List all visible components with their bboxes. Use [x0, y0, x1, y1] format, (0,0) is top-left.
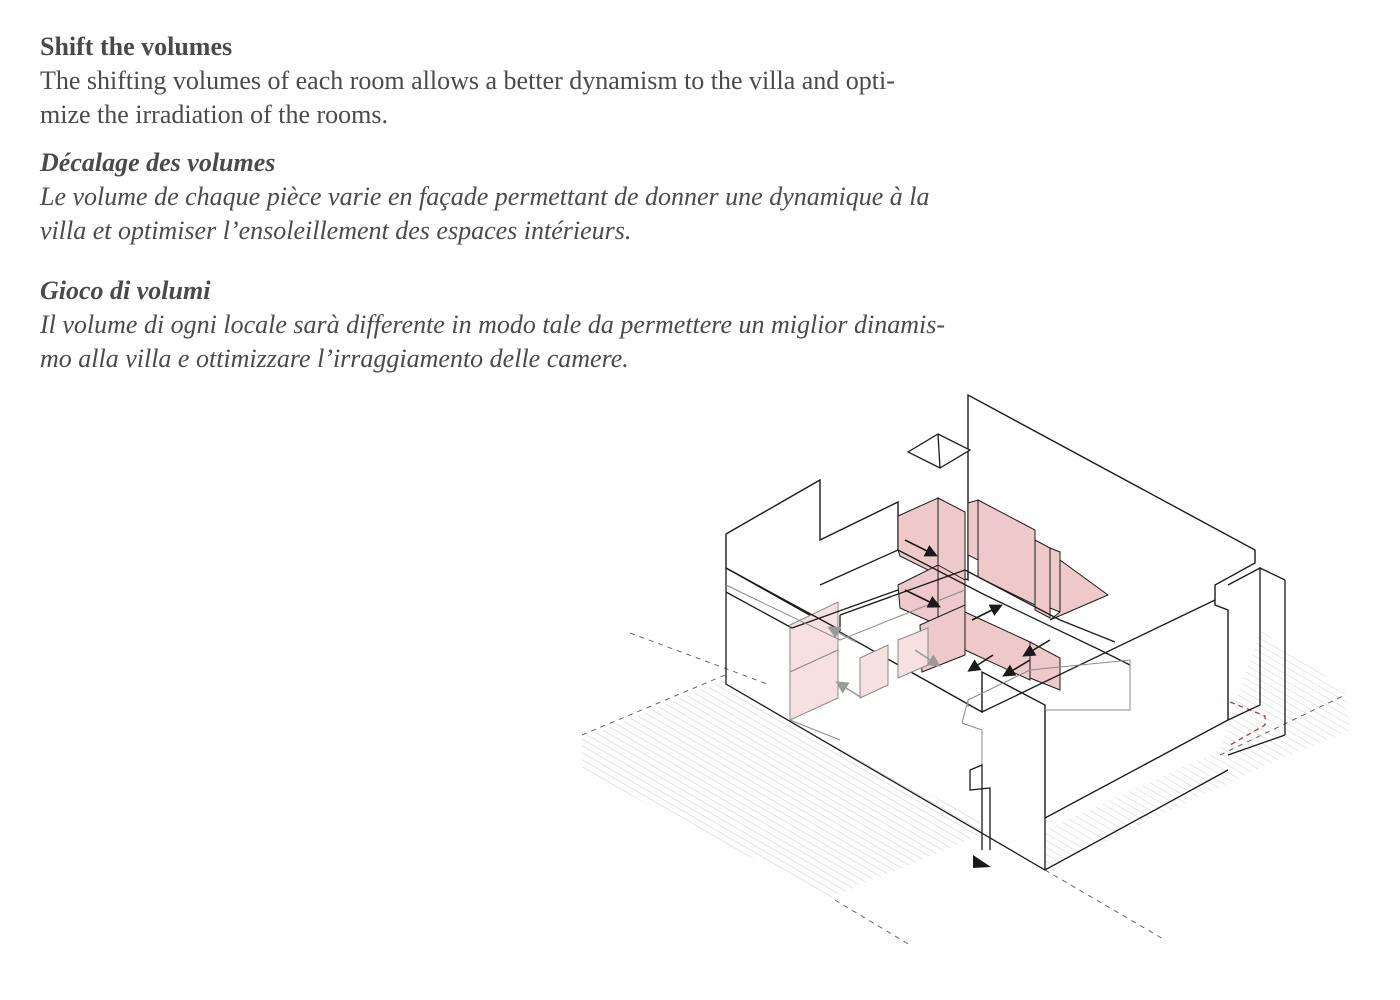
villa-axonometric-svg [560, 380, 1380, 980]
section-title: Shift the volumes [40, 32, 233, 61]
skylight [908, 434, 970, 468]
section-french [40, 146, 1000, 248]
body-line: Le volume de chaque pièce varie en façade permettant de donner une dynamique à la [40, 182, 930, 211]
section-title: Gioco di volumi [40, 276, 211, 305]
entrance-arrow-icon [973, 855, 991, 868]
body-line: mize the irradiation of the rooms. [40, 100, 389, 129]
direction-arrow-icon [838, 683, 862, 698]
body-line: mo alla villa e ottimizzare l’irraggiamento delle camere. [40, 344, 629, 373]
axonometric-diagram [560, 380, 1380, 980]
section-body [40, 64, 1000, 132]
body-line: Il volume di ogni locale sarà differente in modo tale da permettere un miglior dinamis- [40, 310, 946, 339]
section-body [40, 180, 1000, 248]
section-body [40, 308, 1000, 376]
body-line: villa et optimiser l’ensoleillement des espaces intérieurs. [40, 216, 632, 245]
section-title: Décalage des volumes [40, 148, 276, 177]
section-italian [40, 274, 1000, 376]
section-english [40, 30, 1000, 132]
body-line: The shifting volumes of each room allows a better dynamism to the villa and opti- [40, 66, 895, 95]
